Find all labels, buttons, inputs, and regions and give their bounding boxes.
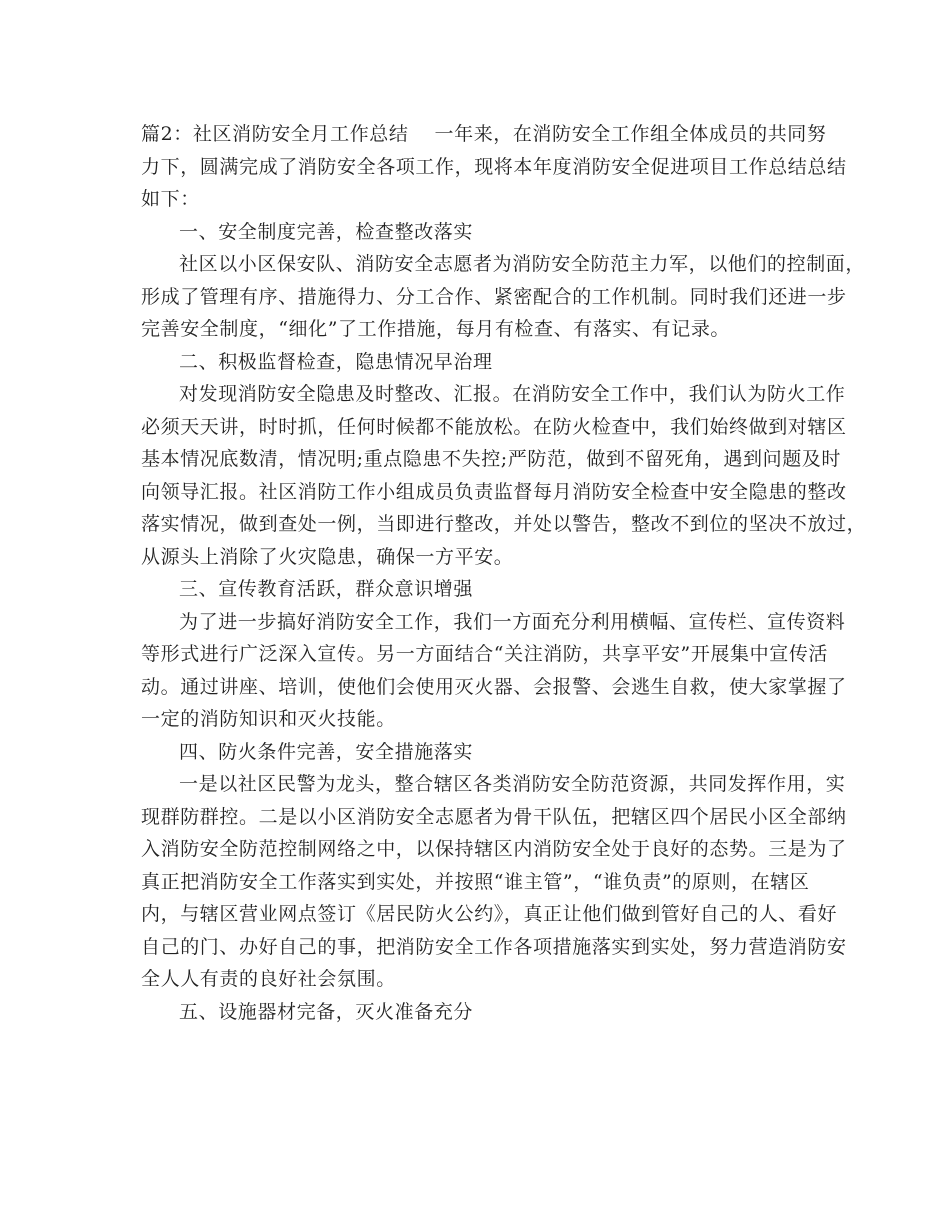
section-heading: 五、设施器材完备，灭火准备充分	[179, 1000, 474, 1023]
paragraph-line: 一定的消防知识和灭火技能。	[141, 708, 396, 730]
paragraph-line: 基本情况底数清，情况明;重点隐患不失控;严防范，做到不留死角，遇到问题及时	[141, 448, 842, 470]
paragraph-line: 真正把消防安全工作落实到实处，并按照“谁主管”，“谁负责”的原则，在辖区	[141, 870, 810, 893]
paragraph-line: 必须天天讲，时时抓，任何时候都不能放松。在防火检查中，我们始终做到对辖区	[141, 415, 847, 438]
paragraph-line: 形成了管理有序、措施得力、分工合作、紧密配合的工作机制。同时我们还进一步	[141, 285, 847, 308]
paragraph-line: 从源头上消除了火灾隐患，确保一方平安。	[141, 545, 514, 568]
paragraph-line: 社区以小区保安队、消防安全志愿者为消防安全防范主力军，以他们的控制面，	[179, 253, 866, 275]
paragraph-line: 自己的门、办好自己的事，把消防安全工作各项措施落实到实处，努力营造消防安	[141, 935, 847, 958]
paragraph-line: 入消防安全防范控制网络之中，以保持辖区内消防安全处于良好的态势。三是为了	[141, 838, 847, 860]
paragraph-line: 对发现消防安全隐患及时整改、汇报。在消防安全工作中，我们认为防火工作	[179, 383, 846, 405]
paragraph-line: 等形式进行广泛深入宣传。另一方面结合“关注消防，共享平安”开展集中宣传活	[141, 643, 829, 665]
section-heading: 一、安全制度完善，检查整改落实	[179, 220, 474, 243]
paragraph-line: 现群防群控。二是以小区消防安全志愿者为骨干队伍，把辖区四个居民小区全部纳	[141, 805, 847, 828]
intro-line: 如下：	[141, 188, 200, 210]
document-body	[141, 118, 867, 1028]
paragraph-line: 内，与辖区营业网点签订《居民防火公约》，真正让他们做到管好自己的人、看好	[141, 903, 838, 925]
intro-line: 一年来，在消防安全工作组全体成员的共同努	[434, 123, 827, 145]
section-heading: 三、宣传教育活跃，群众意识增强	[179, 578, 474, 600]
paragraph-line: 一是以社区民警为龙头，整合辖区各类消防安全防范资源，共同发挥作用，实	[179, 773, 846, 795]
title-line	[141, 118, 826, 151]
paragraph-line: 全人人有责的良好社会氛围。	[141, 968, 396, 990]
intro-line: 力下，圆满完成了消防安全各项工作，现将本年度消防安全促进项目工作总结总结	[141, 155, 847, 178]
paragraph-line: 为了进一步搞好消防安全工作，我们一方面充分利用横幅、宣传栏、宣传资料	[179, 610, 846, 633]
section-heading: 四、防火条件完善，安全措施落实	[179, 740, 474, 763]
paragraph-line: 动。通过讲座、培训，使他们会使用灭火器、会报警、会逃生自救，使大家掌握了	[141, 675, 847, 698]
document-title: 篇2：社区消防安全月工作总结	[141, 123, 409, 145]
paragraph-line: 完善安全制度，“细化”了工作措施，每月有检查、有落实、有记录。	[141, 318, 731, 340]
paragraph-line: 落实情况，做到查处一例，当即进行整改，并处以警告，整改不到位的坚决不放过，	[141, 513, 867, 535]
section-heading: 二、积极监督检查，隐患情况早治理	[179, 350, 493, 373]
paragraph-line: 向领导汇报。社区消防工作小组成员负责监督每月消防安全检查中安全隐患的整改	[141, 480, 847, 503]
